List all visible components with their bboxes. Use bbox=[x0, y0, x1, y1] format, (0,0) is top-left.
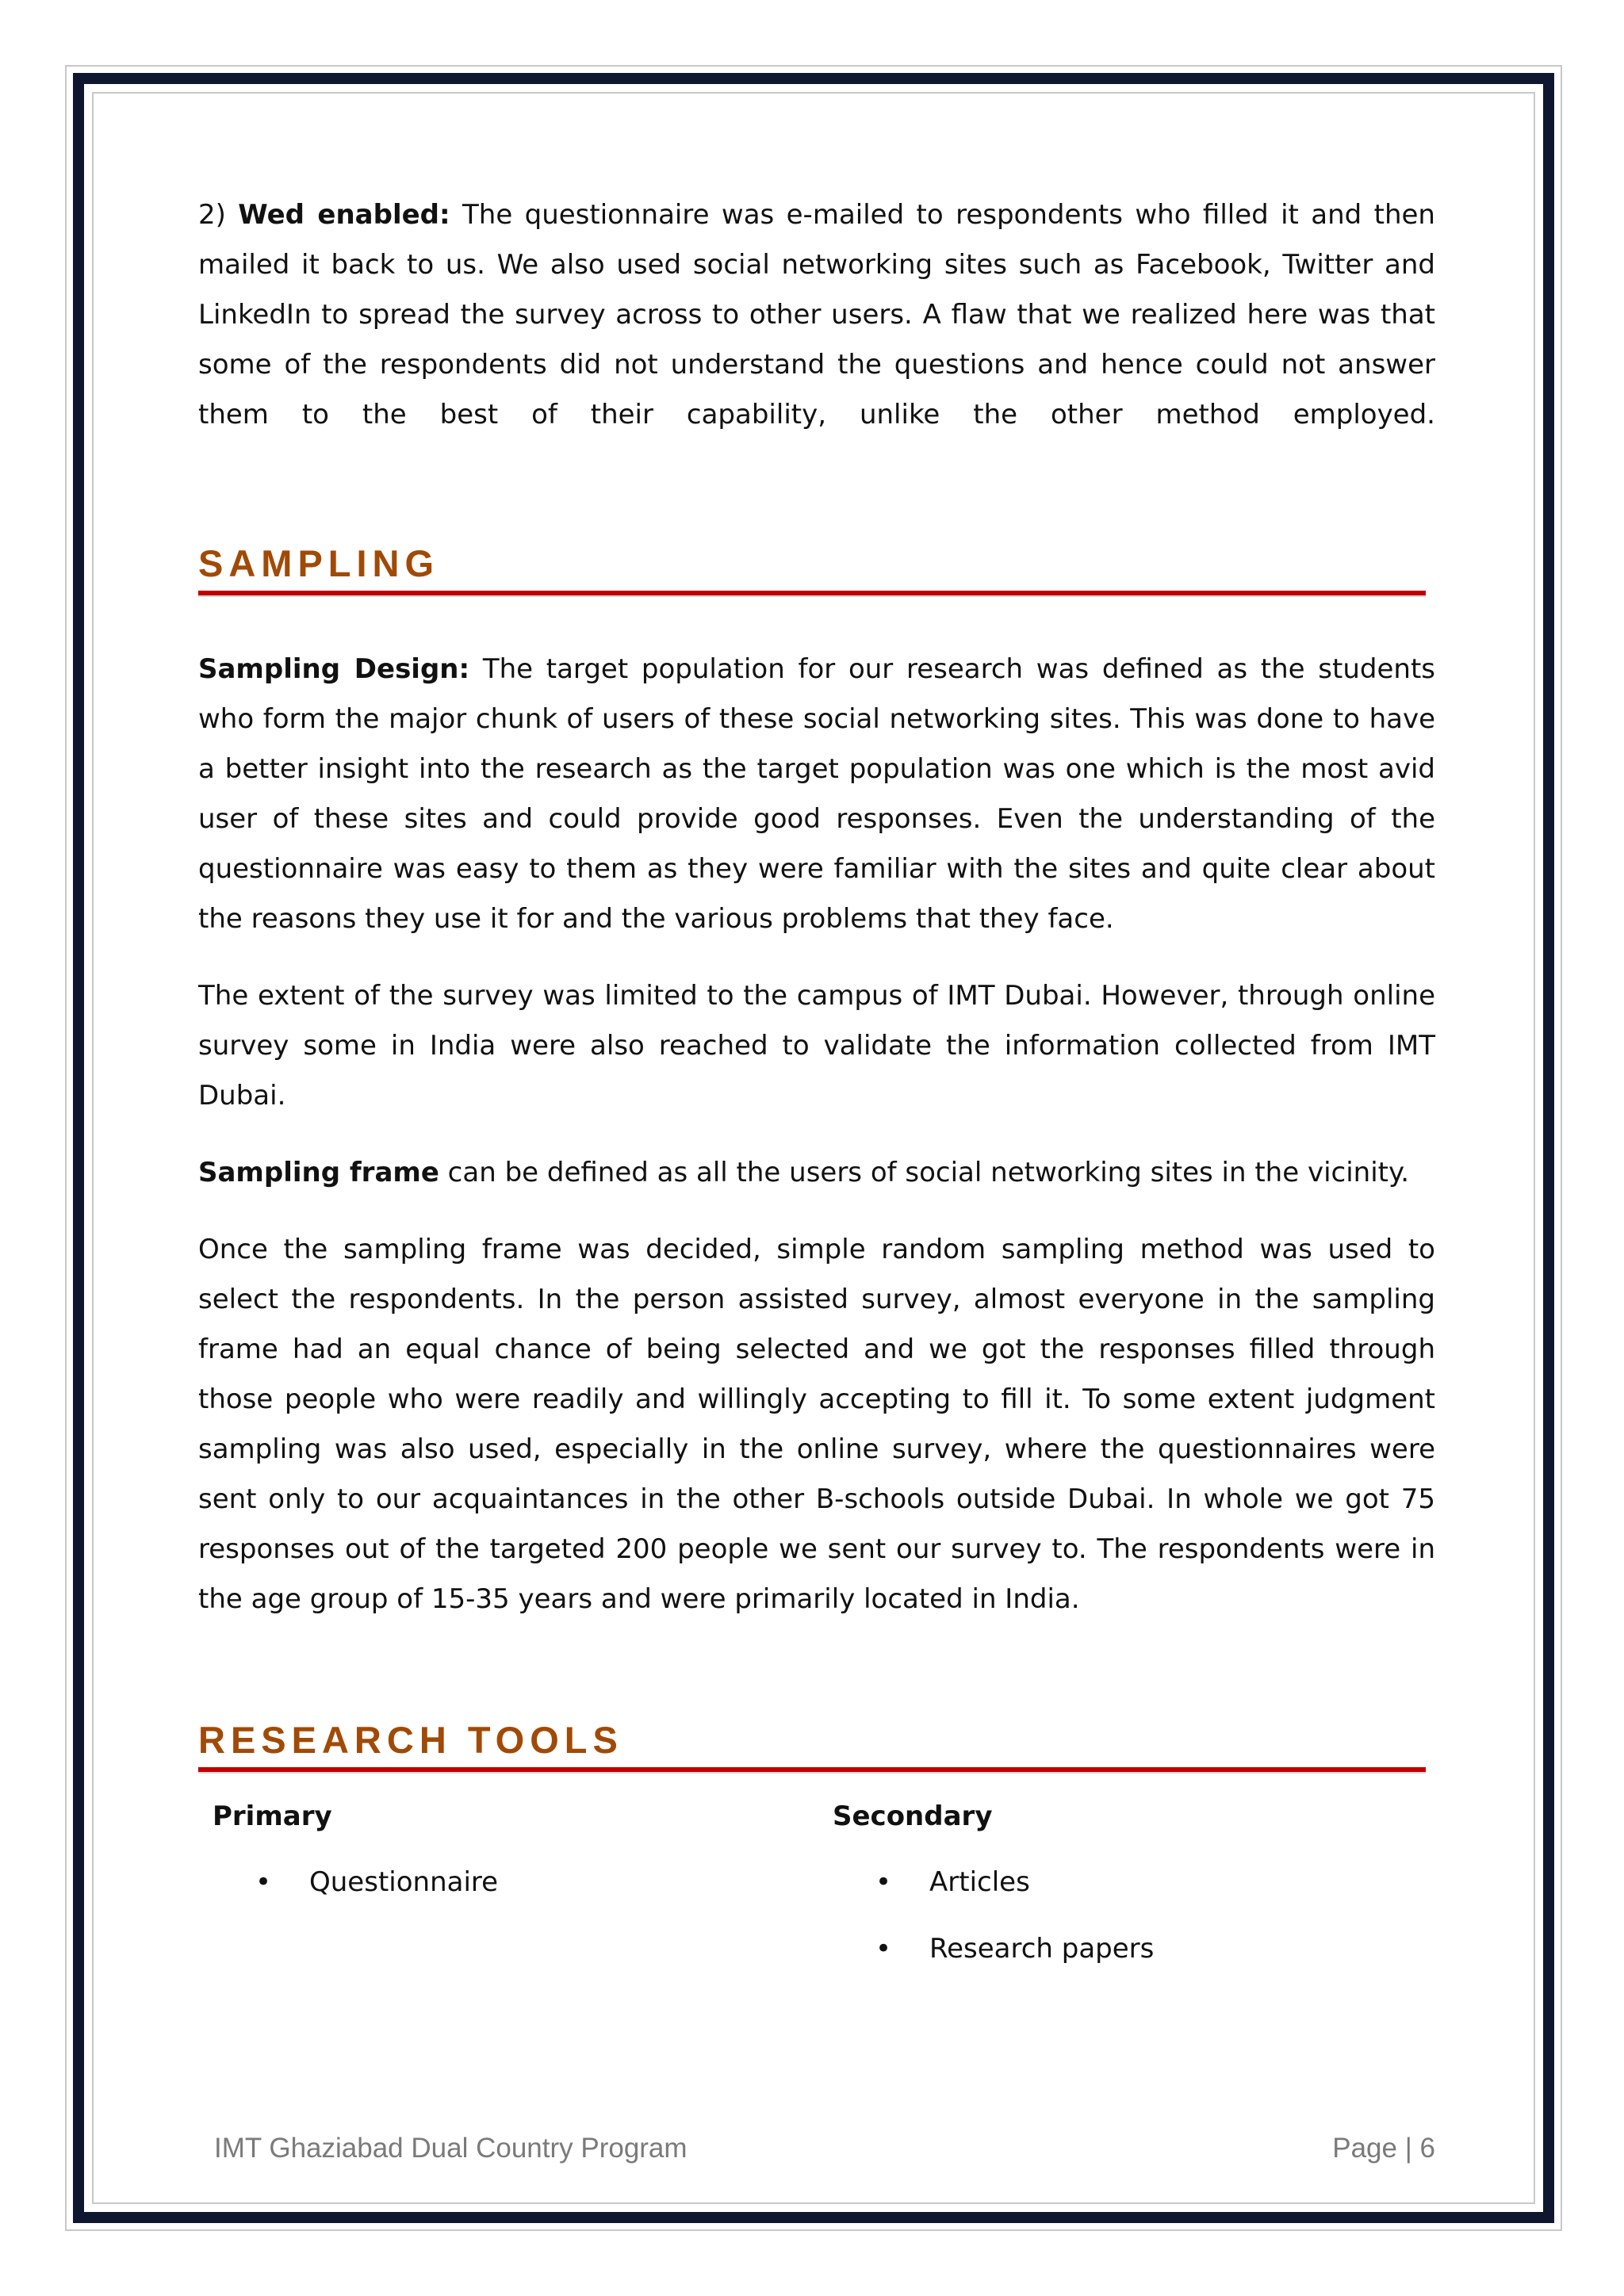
list-item bbox=[213, 1858, 498, 1907]
paragraph-text: The questionnaire was e-mailed to respondents who filled it and then mailed it back to us. We also used social networking sites such as Facebook, Twitter and LinkedIn to spread the survey across to other users. A flaw that we realized here was that some of the respondents did not understand the questions and hence could not answer them to the best of their capability, unlike the other method employed. bbox=[198, 199, 1435, 430]
section-title-sampling: SAMPLING bbox=[198, 542, 440, 584]
secondary-tools-list bbox=[833, 1858, 1154, 1973]
paragraph-sampling-method: Once the sampling frame was decided, simple random sampling method was used to select the respondents. In the person assisted survey, almost everyone in the sampling frame had an equal chance of being selected and we got the responses filled through those people who were readily and willingly accepting to fill it. To some extent judgment sampling was also used, especially in the online survey, where the questionnaires were sent only to our acquaintances in the other B-schools outside Dubai. In whole we got 75 responses out of the targeted 200 people we sent our survey to. The respondents were in the age group of 15-35 years and were primarily located in India. bbox=[198, 1234, 1435, 1615]
list-item-text: Articles bbox=[929, 1866, 1030, 1898]
section-divider bbox=[198, 591, 1426, 597]
page-content bbox=[198, 190, 1435, 2015]
bold-label: Sampling frame bbox=[198, 1157, 439, 1188]
research-tools-columns bbox=[198, 1793, 1435, 2015]
footer-program-name: IMT Ghaziabad Dual Country Program bbox=[214, 2133, 688, 2164]
paragraph-web-enabled bbox=[198, 190, 1435, 440]
list-item bbox=[833, 1924, 1154, 1973]
bold-label: Wed enabled: bbox=[238, 199, 450, 231]
section-divider bbox=[198, 1767, 1426, 1774]
list-number: 2) bbox=[198, 199, 239, 231]
paragraph-sampling-frame bbox=[198, 1148, 1435, 1198]
list-item bbox=[833, 1858, 1154, 1907]
section-title-research-tools: RESEARCH TOOLS bbox=[198, 1719, 623, 1761]
paragraph-sampling-design bbox=[198, 645, 1435, 944]
bullet-icon: • bbox=[875, 1866, 892, 1898]
bullet-icon: • bbox=[255, 1866, 272, 1898]
paragraph-text: can be defined as all the users of social networking sites in the vicinity. bbox=[439, 1157, 1410, 1188]
page-number: Page | 6 bbox=[1332, 2133, 1435, 2164]
primary-tools-list bbox=[213, 1858, 498, 1907]
paragraph-survey-extent: The extent of the survey was limited to the campus of IMT Dubai. However, through online survey some in India were also reached to validate the information collected from IMT Dubai. bbox=[198, 980, 1435, 1112]
list-item-text: Research papers bbox=[929, 1933, 1155, 1965]
secondary-heading: Secondary bbox=[833, 1800, 993, 1832]
secondary-tools-column bbox=[833, 1793, 1154, 1991]
bullet-icon: • bbox=[875, 1933, 892, 1965]
primary-tools-column bbox=[213, 1793, 498, 1924]
bold-label: Sampling Design: bbox=[198, 653, 470, 685]
list-item-text: Questionnaire bbox=[309, 1866, 499, 1898]
paragraph-text: The target population for our research was defined as the students who form the major chunk of users of these social networking sites. This was done to have a better insight into the research as the target population was one which is the most avid user of these sites and could provide good responses. Even the understanding of the questionnaire was easy to them as they were familiar with the sites and quite clear about the reasons they use it for and the various problems that they face. bbox=[198, 653, 1435, 935]
primary-heading: Primary bbox=[213, 1800, 332, 1832]
